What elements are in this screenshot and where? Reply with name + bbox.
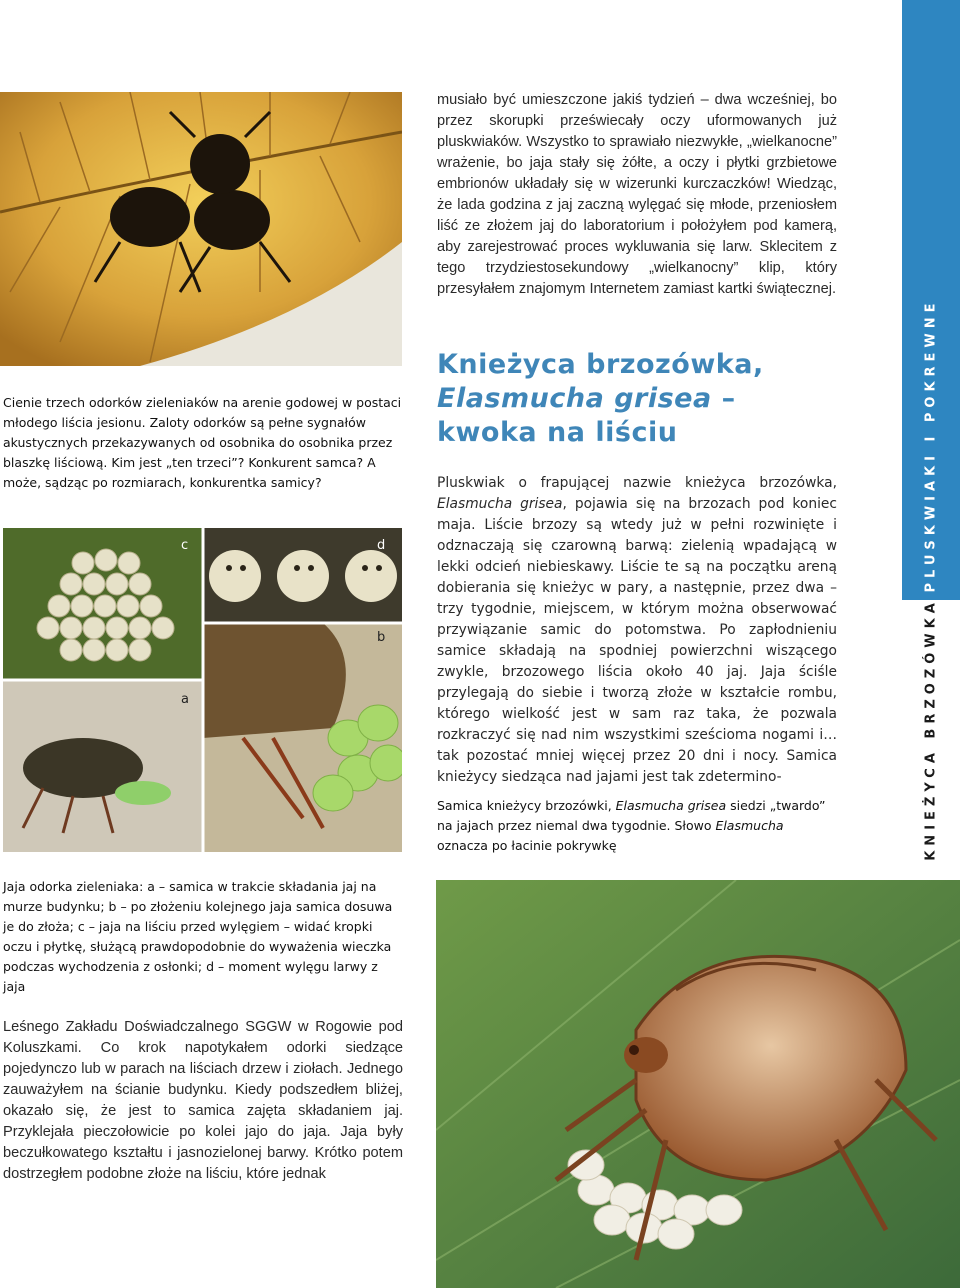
photo-label-d: d xyxy=(377,538,386,553)
top-right-paragraph: musiało być umieszczone jakiś tydzień – dwa wcześniej, bo przez skorupki przeświecały oczy uformowanych już pluskwiaków. Wszystko to sprawiało niezwykłe, „wielkanocne” wrażenie, bo jaja stały się żółte, a oczy i płytki grzbietowe embrionów układały się w wizerunki kurczaczków! Wiedząc, że lada godzina z jaj zaczną wylęgać się młode, przeniosłem liść ze złożem jaj do laboratorium i położyłem pod kamerą, aby zarejestrować proces wykluwania się larw. Sklecitem z tego trzydziestosekundowy „wielkanocny” klip, który przesyłałem znajomym Internetem zamiast kartki świątecznej. xyxy=(437,92,837,297)
female-caption-latin: Elasmucha grisea xyxy=(615,798,727,813)
photo-label-a: a xyxy=(181,692,189,707)
article-title xyxy=(437,348,877,450)
eggs-photo-caption: Jaja odorka zieleniaka: a – samica w trakcie składania jaj na murze budynku; b – po złożeniu kolejnego jaja samica dosuwa je do złoża; c – jaja na liściu przed wylęgiem – widać kropki oczu i płytkę, służącą prawdopodobnie do wyważenia wieczka podczas wychodzenia z osłonki; d – moment wylęgu larwy z jaja xyxy=(3,879,393,994)
title-line1: Knieżyca brzozówka, xyxy=(437,349,764,380)
article-text-1: Pluskwiak o frapującej nazwie knieżyca brzozówka, xyxy=(437,475,837,491)
female-caption-text-1: Samica knieżycy brzozówki, xyxy=(437,798,616,813)
female-caption-genus: Elasmucha xyxy=(715,818,784,833)
article-paragraph xyxy=(437,473,837,788)
photo-label-b: b xyxy=(377,630,386,645)
article-latin: Elasmucha grisea xyxy=(437,496,563,512)
eggs-collage-photo xyxy=(3,528,402,852)
female-caption-text-2: siedzi „twardo” na jajach przez niemal dwa tygodnie. Słowo xyxy=(437,798,826,833)
title-latin-name: Elasmucha grisea xyxy=(437,383,712,414)
bottom-left-paragraph: Leśnego Zakładu Doświadczalnego SGGW w Rogowie pod Koluszkami. Co krok napotykałem odorki siedzące pojedynczo lub w parach na liściach drzew i ziołach. Jednego zauważyłem na ścianie budynku. Kiedy podszedłem bliżej, okazało się, że jest to samica zajęta składaniem jaj. Przyklejała pieczołowicie po kolei jajo do jaja. Jaja były beczułkowatego kształtu i jasnozielonej barwy. Krótko potem dostrzegłem podobne złoże na liściu, które jednak xyxy=(3,1019,403,1182)
title-line2 xyxy=(437,382,877,416)
leaf-photo-caption: Cienie trzech odorków zieleniaków na arenie godowej w postaci młodego liścia jesionu. Zaloty odorków są pełne sygnałów akustycznych przekazywanych od osobnika do osobnika przez blaszkę liściową. Kim jest „ten trzeci”? Konkurent samca? A może, sądząc po rozmiarach, konkurentka samicy? xyxy=(3,395,402,490)
female-on-eggs-photo xyxy=(436,880,960,1288)
leaf-shadow-photo xyxy=(0,92,402,366)
female-photo-caption xyxy=(437,796,837,856)
section-tab-label: PLUSKWIAKI I POKREWNE xyxy=(923,298,939,593)
photo-label-c: c xyxy=(181,538,189,553)
side-heading-label: KNIEŻYCA BRZOZÓWKA xyxy=(923,598,939,861)
article-text-2: , pojawia się na brzozach pod koniec maja. Liście brzozy są wtedy już w pełni rozwinięte i odznaczają się czarowną barwą: zielenią wpadającą w lekki odcień niebieskawy. Liście te są na początku areną dobierania się knieżyc w pary, a następnie, przez dwa – trzy tygodnie, miejscem, w którym można obserwować przywiązanie samic do potomstwa. Po zapłodnieniu samice składają na spodniej powierzchni wiszącego zwykle, brzozowego liścia około 40 jaj. Jaja ściśle przylegają do siebie i tworzą złoże w kształcie rombu, którego wielkość jest w sam raz taka, że pozwala rozkraczyć się nad nim wszystkimi sześcioma nogami i… tak pozostać mniej więcej przez 20 dni i nocy. Samica knieżycy siedząca nad jajami jest tak zdetermino- xyxy=(437,496,837,785)
title-line3: kwoka na liściu xyxy=(437,417,678,448)
female-caption-text-3: oznacza po łacinie pokrywkę xyxy=(437,838,617,853)
title-dash: – xyxy=(711,383,736,414)
